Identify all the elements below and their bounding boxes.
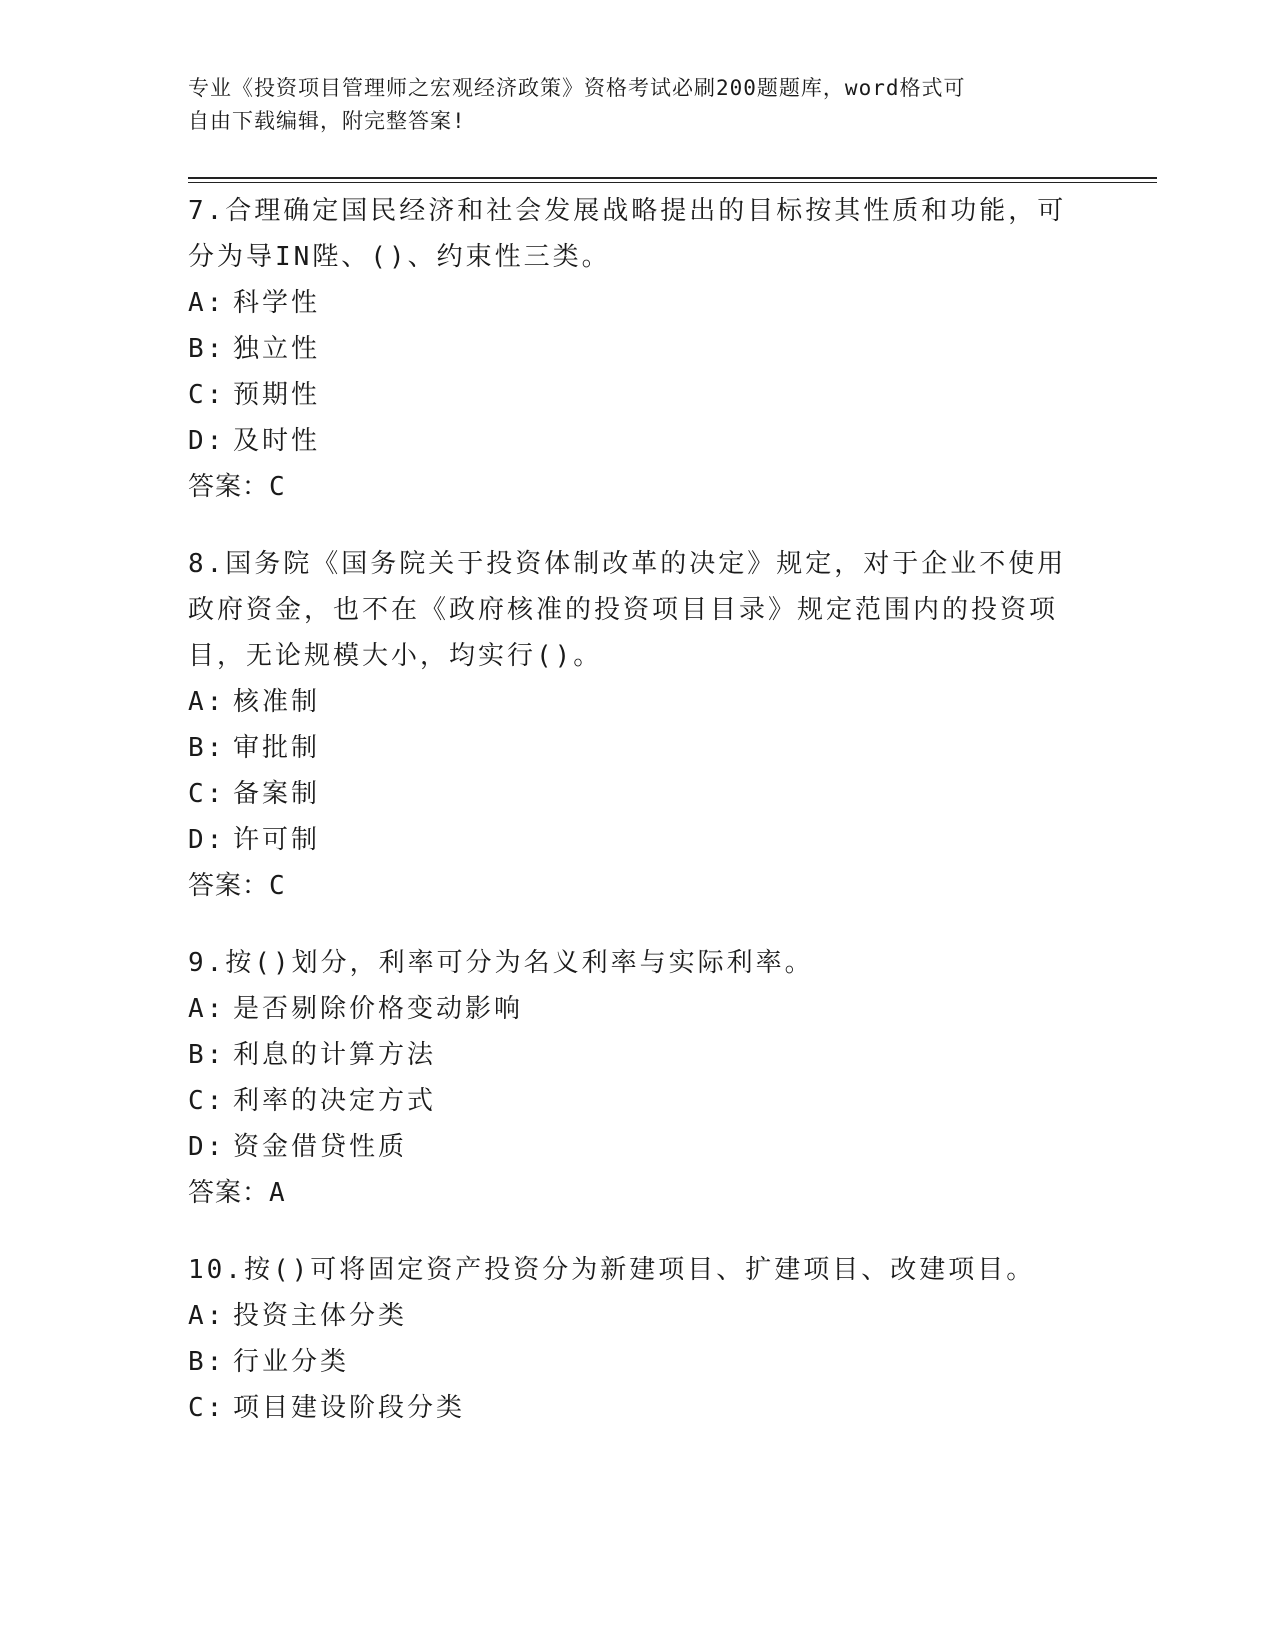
option-text: 审批制 bbox=[233, 733, 321, 763]
option-letter: B: bbox=[188, 1040, 226, 1070]
answer-line: 答案：C bbox=[188, 871, 286, 901]
option-d bbox=[188, 1124, 1088, 1170]
header-line-2: 自由下载编辑，附完整答案! bbox=[188, 109, 466, 133]
question-10 bbox=[188, 1247, 1088, 1431]
header-divider-thick bbox=[188, 177, 1157, 179]
option-letter: B: bbox=[188, 733, 226, 763]
option-letter: B: bbox=[188, 334, 226, 364]
question-text-line: 9.按()划分，利率可分为名义利率与实际利率。 bbox=[188, 948, 814, 978]
question-text-line: 目，无论规模大小，均实行()。 bbox=[188, 641, 603, 671]
option-a bbox=[188, 679, 1088, 725]
header-divider-thin bbox=[188, 182, 1157, 183]
option-text: 利率的决定方式 bbox=[233, 1086, 437, 1116]
option-letter: A: bbox=[188, 288, 226, 318]
option-c bbox=[188, 372, 1088, 418]
option-letter: D: bbox=[188, 1132, 226, 1162]
option-text: 预期性 bbox=[233, 380, 321, 410]
option-text: 许可制 bbox=[233, 825, 321, 855]
option-letter: C: bbox=[188, 380, 226, 410]
question-text-line: 分为导IN陛、()、约束性三类。 bbox=[188, 242, 611, 272]
question-text-line: 8.国务院《国务院关于投资体制改革的决定》规定，对于企业不使用 bbox=[188, 549, 1067, 579]
header-line-1: 专业《投资项目管理师之宏观经济政策》资格考试必刷200题题库，word格式可 bbox=[188, 76, 966, 100]
answer-line: 答案：A bbox=[188, 1178, 286, 1208]
question-text-line: 10.按()可将固定资产投资分为新建项目、扩建项目、改建项目。 bbox=[188, 1255, 1036, 1285]
option-letter: D: bbox=[188, 426, 226, 456]
option-a bbox=[188, 280, 1088, 326]
question-text-line: 7.合理确定国民经济和社会发展战略提出的目标按其性质和功能，可 bbox=[188, 196, 1067, 226]
option-letter: C: bbox=[188, 1086, 226, 1116]
option-c bbox=[188, 1385, 1088, 1431]
option-letter: A: bbox=[188, 1301, 226, 1331]
option-a bbox=[188, 1293, 1088, 1339]
option-text: 利息的计算方法 bbox=[233, 1040, 437, 1070]
option-b bbox=[188, 725, 1088, 771]
option-text: 资金借贷性质 bbox=[233, 1132, 408, 1162]
option-text: 项目建设阶段分类 bbox=[233, 1393, 466, 1423]
option-text: 科学性 bbox=[233, 288, 321, 318]
option-text: 投资主体分类 bbox=[233, 1301, 408, 1331]
question-7 bbox=[188, 188, 1088, 510]
option-text: 行业分类 bbox=[233, 1347, 350, 1377]
option-letter: C: bbox=[188, 779, 226, 809]
option-c bbox=[188, 771, 1088, 817]
option-text: 及时性 bbox=[233, 426, 321, 456]
option-text: 是否剔除价格变动影响 bbox=[233, 994, 524, 1024]
answer-line: 答案：C bbox=[188, 472, 286, 502]
option-letter: B: bbox=[188, 1347, 226, 1377]
question-list bbox=[188, 188, 1088, 1462]
option-text: 备案制 bbox=[233, 779, 321, 809]
option-d bbox=[188, 418, 1088, 464]
option-b bbox=[188, 326, 1088, 372]
question-9 bbox=[188, 940, 1088, 1216]
document-header bbox=[188, 72, 1088, 138]
option-text: 核准制 bbox=[233, 687, 321, 717]
option-b bbox=[188, 1339, 1088, 1385]
option-c bbox=[188, 1078, 1088, 1124]
option-letter: C: bbox=[188, 1393, 226, 1423]
option-b bbox=[188, 1032, 1088, 1078]
question-text-line: 政府资金，也不在《政府核准的投资项目目录》规定范围内的投资项 bbox=[188, 595, 1059, 625]
option-d bbox=[188, 817, 1088, 863]
question-8 bbox=[188, 541, 1088, 909]
option-text: 独立性 bbox=[233, 334, 321, 364]
option-letter: A: bbox=[188, 687, 226, 717]
option-letter: D: bbox=[188, 825, 226, 855]
option-letter: A: bbox=[188, 994, 226, 1024]
option-a bbox=[188, 986, 1088, 1032]
